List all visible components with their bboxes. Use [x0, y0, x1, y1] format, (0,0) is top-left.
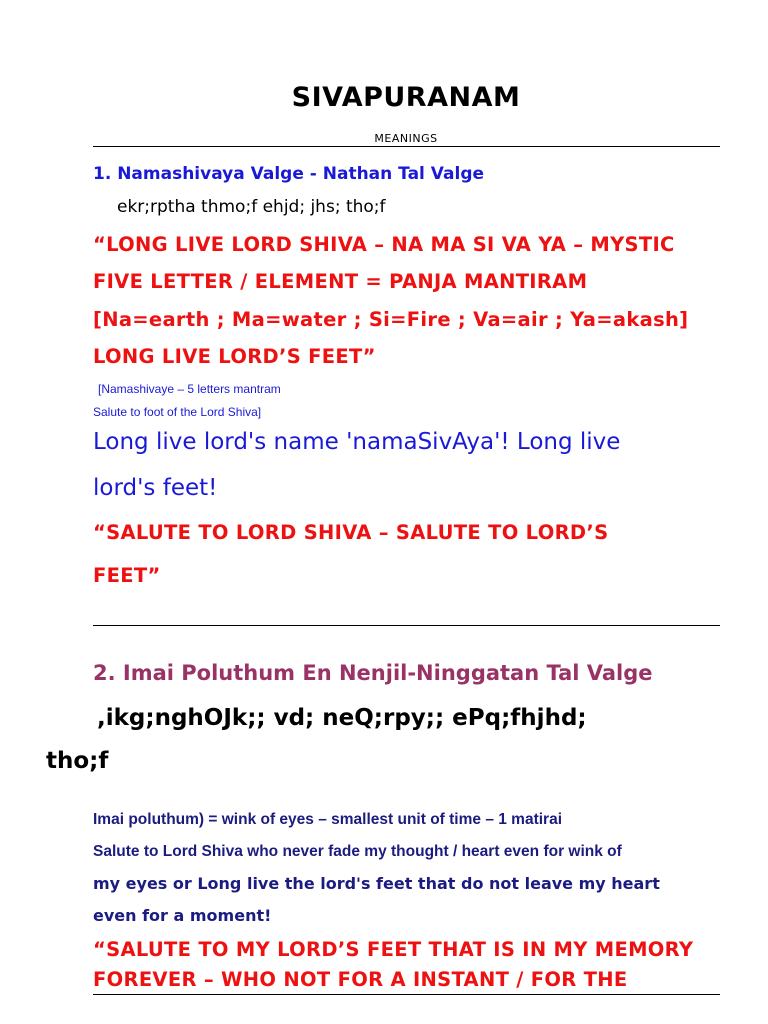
- section1-heading: 1. Namashivaya Valge - Nathan Tal Valge: [93, 164, 485, 184]
- divider-bottom: [93, 994, 720, 995]
- page-title: SIVAPURANAM: [291, 82, 521, 113]
- section1-red-line-2: FIVE LETTER / ELEMENT = PANJA MANTIRAM: [93, 270, 588, 293]
- section2-heading: 2. Imai Poluthum En Nenjil-Ninggatan Tal Valge: [93, 661, 653, 685]
- page-subtitle: MEANINGS: [374, 132, 438, 145]
- section2-red-line-1: “SALUTE TO MY LORD’S FEET THAT IS IN MY MEMORY: [93, 938, 694, 961]
- section1-note-1: [Namashivaye – 5 letters mantram: [98, 382, 281, 396]
- divider-middle: [93, 625, 720, 626]
- section1-translation-1: Long live lord's name 'namaSivAya'! Long live: [93, 429, 621, 455]
- section2-explanation-3: my eyes or Long live the lord's feet that do not leave my heart: [93, 874, 660, 893]
- section1-red-line-1: “LONG LIVE LORD SHIVA – NA MA SI VA YA – MYSTIC: [93, 233, 675, 256]
- section2-explanation-2: Salute to Lord Shiva who never fade my thought / heart even for wink of: [93, 843, 622, 860]
- section1-red-line-3: [Na=earth ; Ma=water ; Si=Fire ; Va=air ; Ya=akash]: [93, 308, 689, 331]
- section2-tamil-2: tho;f: [46, 748, 109, 774]
- section1-salute-2: FEET”: [93, 564, 161, 587]
- section2-explanation-4: even for a moment!: [93, 906, 272, 925]
- divider-top: [93, 146, 720, 147]
- section1-translation-2: lord's feet!: [93, 475, 218, 501]
- section1-red-line-4: LONG LIVE LORD’S FEET”: [93, 345, 376, 368]
- section2-explanation-1: Imai poluthum) = wink of eyes – smallest unit of time – 1 matirai: [93, 811, 562, 828]
- section2-tamil-1: ,ikg;nghOJk;; vd; neQ;rpy;; ePq;fhjhd;: [97, 705, 587, 731]
- section2-red-line-2: FOREVER – WHO NOT FOR A INSTANT / FOR THE: [93, 968, 628, 991]
- section1-salute-1: “SALUTE TO LORD SHIVA – SALUTE TO LORD’S: [93, 521, 609, 544]
- section1-note-2: Salute to foot of the Lord Shiva]: [93, 405, 262, 419]
- section1-tamil: ekr;rptha thmo;f ehjd; jhs; tho;f: [117, 197, 386, 217]
